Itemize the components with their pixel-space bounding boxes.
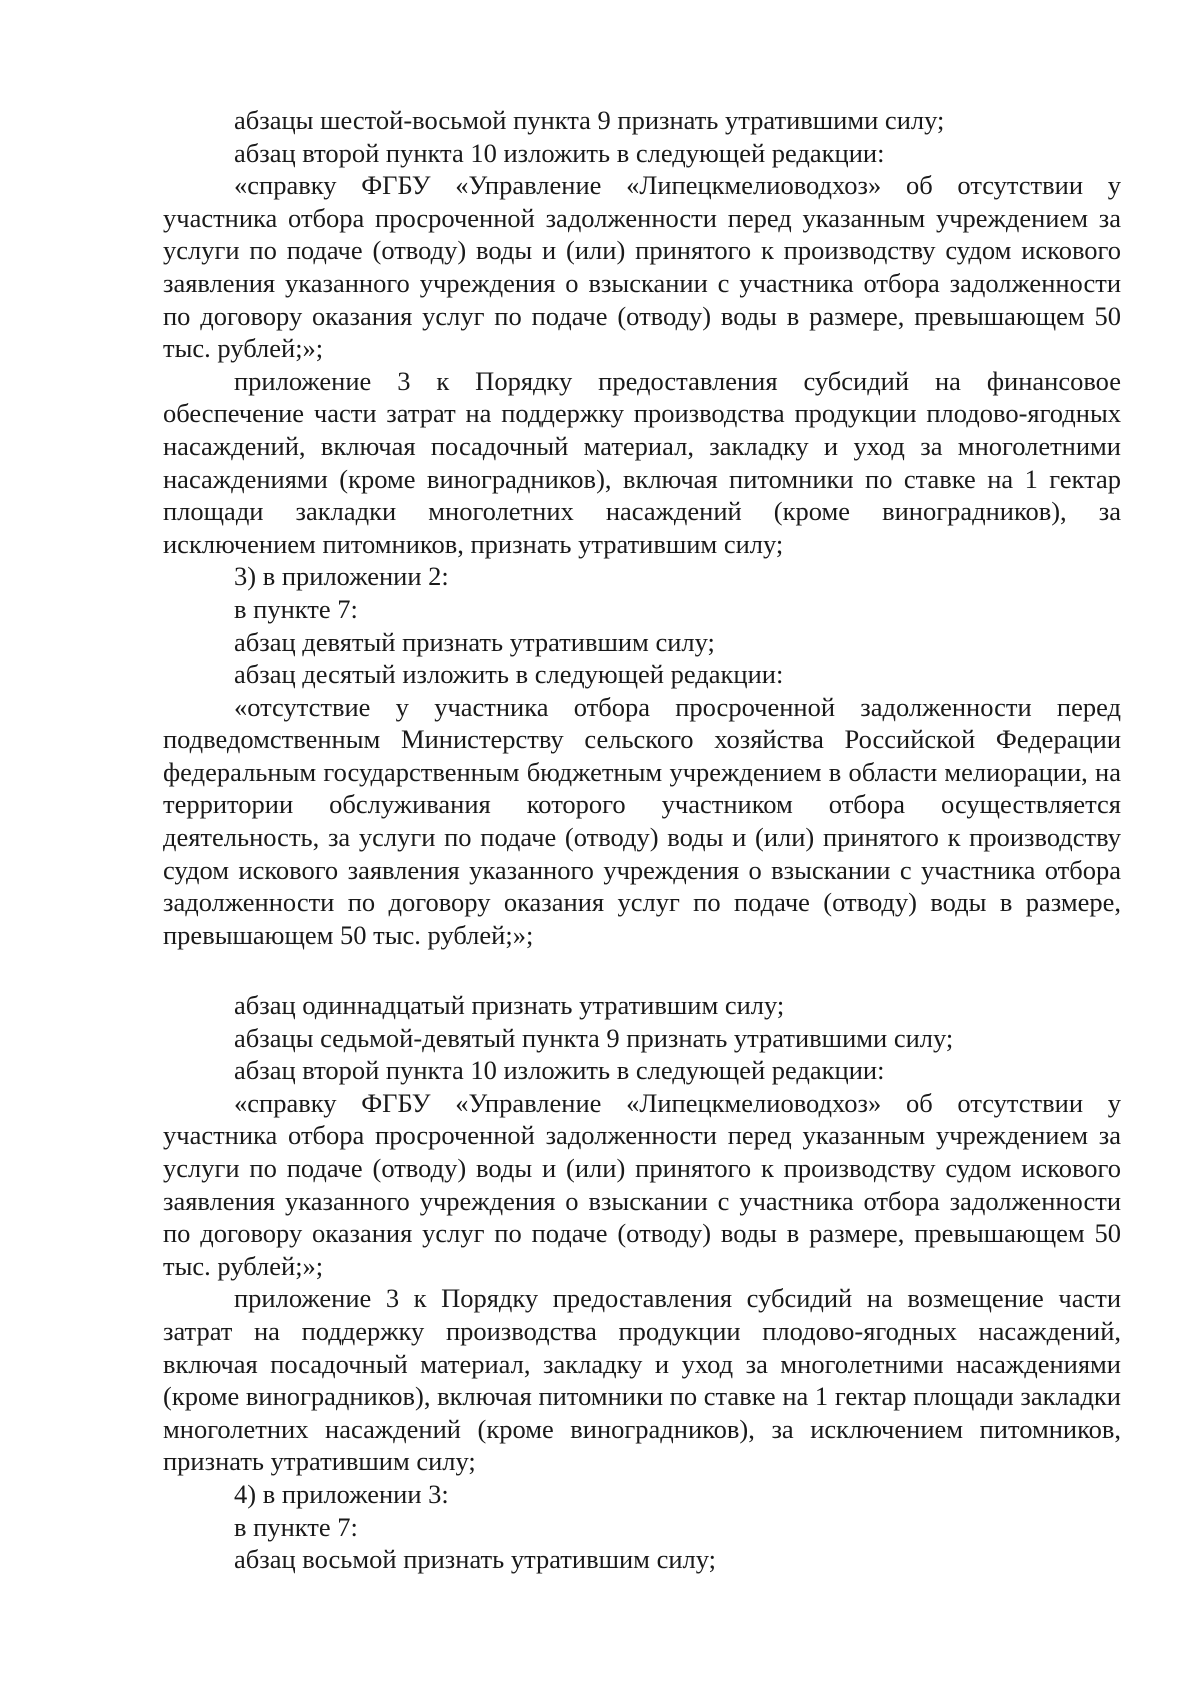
- paragraph-15: 4) в приложении 3:: [234, 1478, 449, 1509]
- paragraph-1: абзацы шестой-восьмой пункта 9 признать утратившими силу;: [234, 105, 945, 135]
- paragraph-11: абзацы седьмой-девятый пункта 9 признать утратившими силу;: [234, 1022, 954, 1053]
- document-body-lower: [163, 989, 1121, 1576]
- paragraph-5: 3) в приложении 2:: [234, 561, 449, 592]
- paragraph-8: абзац десятый изложить в следующей редакции:: [234, 659, 784, 690]
- paragraph-10: абзац одиннадцатый признать утратившим силу;: [234, 990, 785, 1020]
- paragraph-9: «отсутствие у участника отбора просроченной задолженности перед подведомственным Министерству сельского хозяйства Российской Федерации федеральным государственным бюджетным учреждением в области мелиорации, на территории обслуживания которого участником отбора осуществляется деятельность, за услуги по подаче (отводу) воды и (или) принятого к производству судом искового заявления указанного учреждения о взыскании с участника отбора задолженности по договору оказания услуг по подаче (отводу) воды в размере, превышающем 50 тыс. рублей;»;: [163, 691, 1121, 950]
- paragraph-3: «справку ФГБУ «Управление «Липецкмелиоводхоз» об отсутствии у участника отбора просроченной задолженности перед указанным учреждением за услуги по подаче (отводу) воды и (или) принятого к производству судом искового заявления указанного учреждения о взыскании с участника отбора задолженности по договору оказания услуг по подаче (отводу) воды в размере, превышающем 50 тыс. рублей;»;: [163, 170, 1121, 364]
- paragraph-7: абзац девятый признать утратившим силу;: [234, 626, 715, 657]
- paragraph-12: абзац второй пункта 10 изложить в следующей редакции:: [234, 1055, 885, 1086]
- paragraph-17: абзац восьмой признать утратившим силу;: [234, 1544, 716, 1575]
- paragraph-16: в пункте 7:: [234, 1511, 358, 1542]
- paragraph-14: приложение 3 к Порядку предоставления субсидий на возмещение части затрат на поддержку производства продукции плодово-ягодных насаждений, включая посадочный материал, закладку и уход за многолетними насаждениями (кроме виноградников), включая питомники по ставке на 1 гектар площади закладки многолетних насаждений (кроме виноградников), за исключением питомников, признать утратившим силу;: [163, 1283, 1121, 1477]
- paragraph-13: «справку ФГБУ «Управление «Липецкмелиоводхоз» об отсутствии у участника отбора просроченной задолженности перед указанным учреждением за услуги по подаче (отводу) воды и (или) принятого к производству судом искового заявления указанного учреждения о взыскании с участника отбора задолженности по договору оказания услуг по подаче (отводу) воды в размере, превышающем 50 тыс. рублей;»;: [163, 1087, 1121, 1281]
- paragraph-6: в пункте 7:: [234, 593, 358, 624]
- paragraph-4: приложение 3 к Порядку предоставления субсидий на финансовое обеспечение части затрат на поддержку производства продукции плодово-ягодных насаждений, включая посадочный материал, закладку и уход за многолетними насаждениями (кроме виноградников), включая питомники по ставке на 1 гектар площади закладки многолетних насаждений (кроме виноградников), за исключением питомников, признать утратившим силу;: [163, 365, 1121, 559]
- document-body-upper: [163, 104, 1121, 951]
- paragraph-2: абзац второй пункта 10 изложить в следующей редакции:: [234, 137, 885, 168]
